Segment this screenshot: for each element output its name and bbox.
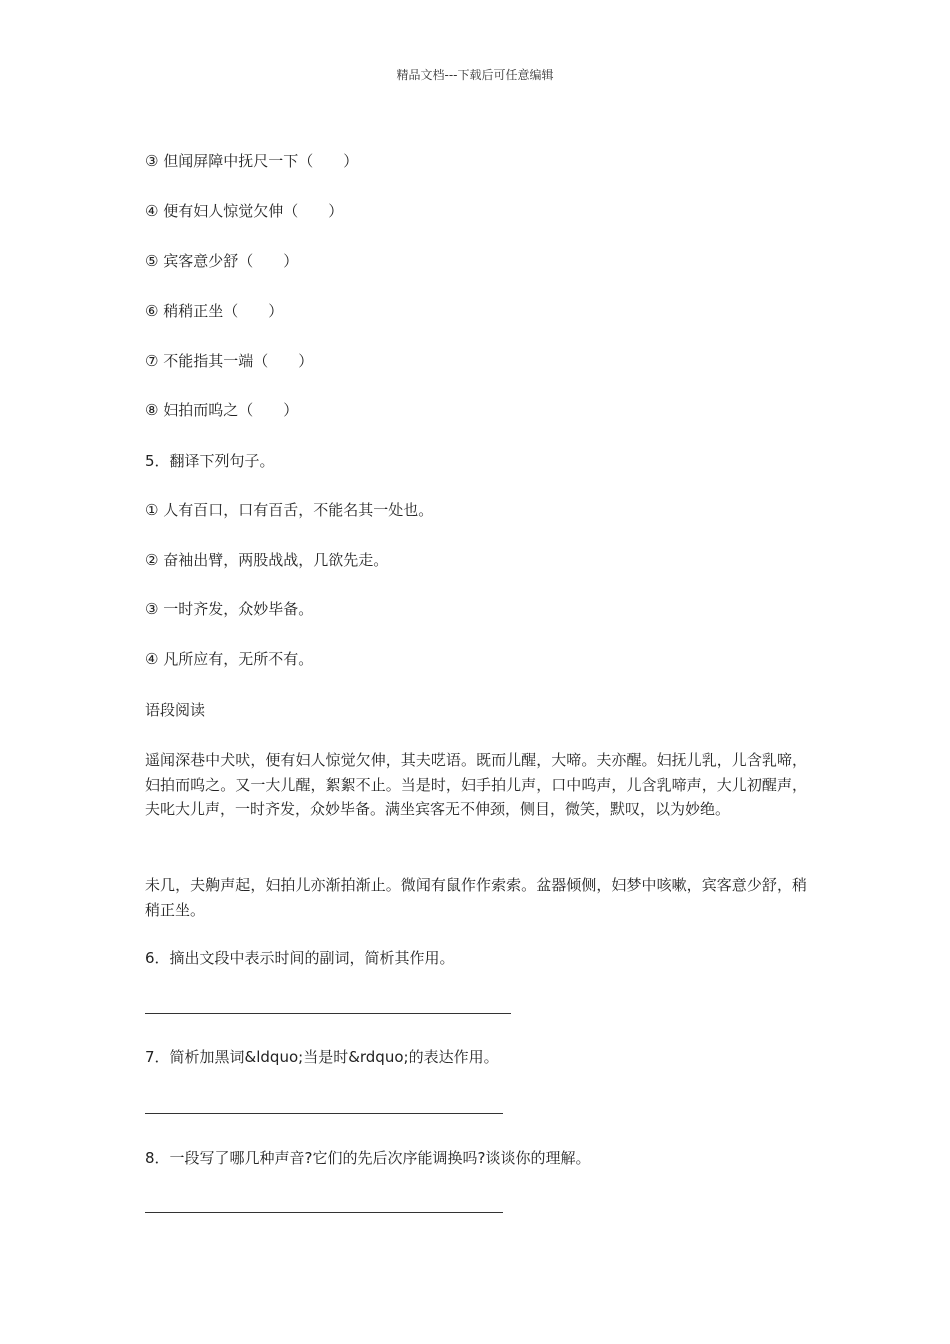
q4-item-6: ⑥ 稍稍正坐（ ） [145, 302, 284, 320]
passage-paragraph-1: 遥闻深巷中犬吠，便有妇人惊觉欠伸，其夫呓语。既而儿醒，大啼。夫亦醒。妇抚儿乳，儿含乳啼，妇拍而呜之。又一大儿醒，絮絮不止。当是时，妇手拍儿声，口中呜声，儿含乳啼声，大儿初醒声，夫叱大儿声，一时齐发，众妙毕备。满坐宾客无不伸颈，侧目，微笑，默叹，以为妙绝。 [145, 751, 807, 818]
passage-paragraph-2: 未几，夫齁声起，妇拍儿亦渐拍渐止。微闻有鼠作作索索。盆器倾侧，妇梦中咳嗽，宾客意少舒，稍稍正坐。 [145, 876, 807, 919]
q5-item-4: ④ 凡所应有，无所不有。 [145, 650, 314, 668]
question-6: 6．摘出文段中表示时间的副词，简析其作用。 [145, 949, 455, 967]
q4-item-3: ③ 但闻屏障中抚尺一下（ ） [145, 152, 359, 170]
q5-item-3: ③ 一时齐发，众妙毕备。 [145, 600, 314, 618]
answer-line-8 [145, 1212, 503, 1213]
q5-item-1: ① 人有百口，口有百舌，不能名其一处也。 [145, 501, 434, 519]
page-header: 精品文档---下载后可任意编辑 [396, 68, 554, 82]
question-5-title: 5．翻译下列句子。 [145, 452, 275, 470]
q4-item-4: ④ 便有妇人惊觉欠伸（ ） [145, 202, 344, 220]
answer-line-6 [145, 1013, 511, 1014]
q5-item-2: ② 奋袖出臂，两股战战，几欲先走。 [145, 551, 389, 569]
q4-item-7: ⑦ 不能指其一端（ ） [145, 352, 314, 370]
question-7: 7．简析加黑词&ldquo;当是时&rdquo;的表达作用。 [145, 1048, 499, 1066]
q4-item-8: ⑧ 妇拍而呜之（ ） [145, 401, 299, 419]
question-8: 8．一段写了哪几种声音?它们的先后次序能调换吗?谈谈你的理解。 [145, 1149, 591, 1167]
section-title: 语段阅读 [145, 701, 206, 719]
answer-line-7 [145, 1113, 503, 1114]
q4-item-5: ⑤ 宾客意少舒（ ） [145, 252, 299, 270]
